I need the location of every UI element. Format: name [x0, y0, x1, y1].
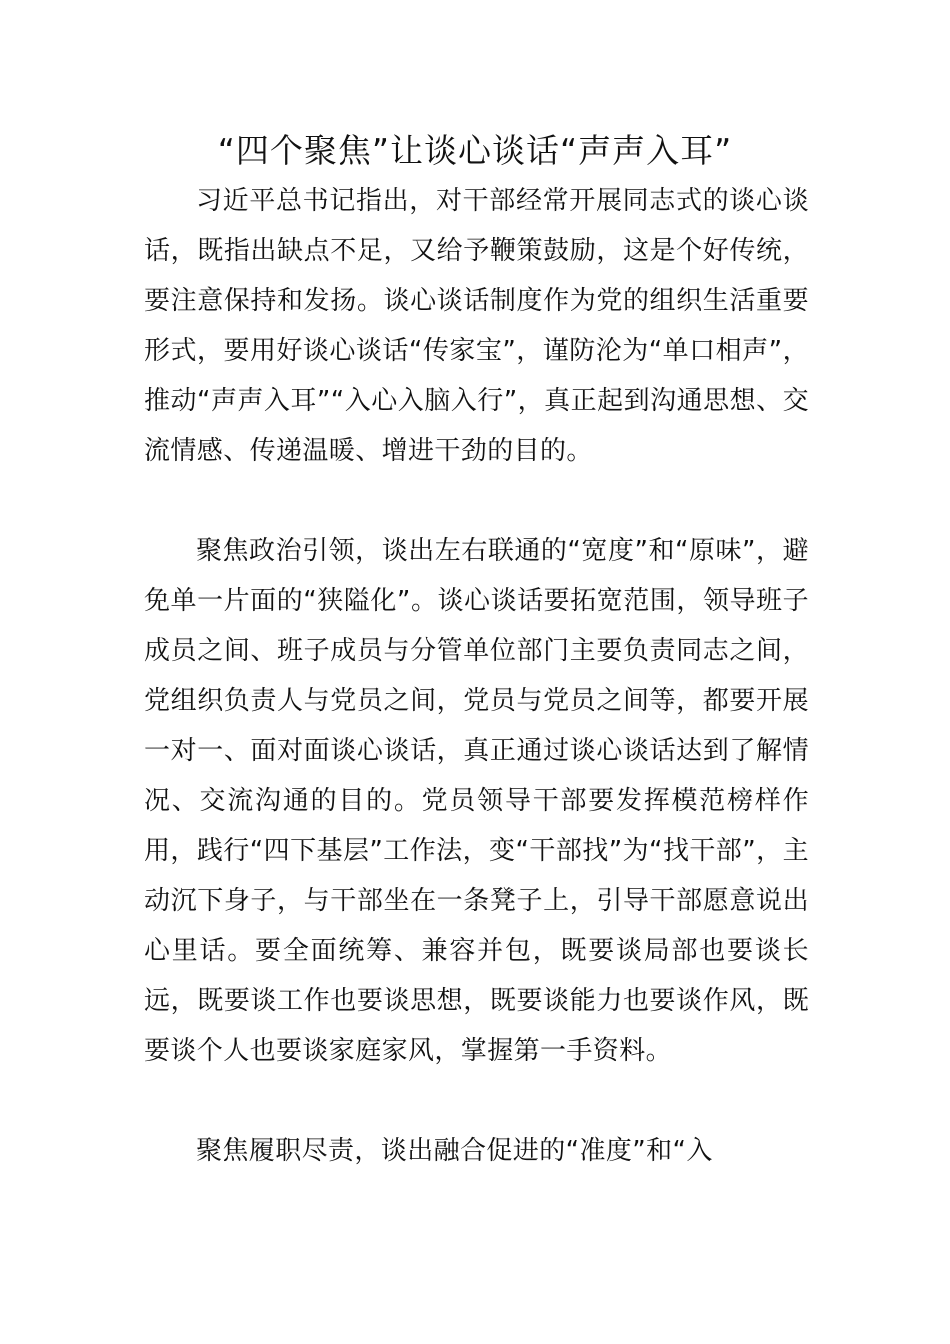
paragraph-spacer: [144, 476, 809, 526]
document-body: [144, 176, 809, 1176]
paragraph-spacer: [144, 1076, 809, 1126]
document-title: “四个聚焦”让谈心谈话“声声入耳”: [217, 131, 733, 170]
paragraph-duty-performance: 聚焦履职尽责，谈出融合促进的“准度”和“入: [196, 1136, 713, 1166]
paragraph-political-guidance: 聚焦政治引领，谈出左右联通的“宽度”和“原味”，避免单一片面的“狭隘化”。谈心谈话要拓宽范围，领导班子成员之间、班子成员与分管单位部门主要负责同志之间，党组织负责人与党员之间，党员与党员之间等，都要开展一对一、面对面谈心谈话，真正通过谈心谈话达到了解情况、交流沟通的目的。党员领导干部要发挥模范榜样作用，践行“四下基层”工作法，变“干部找”为“找干部”，主动沉下身子，与干部坐在一条凳子上，引导干部愿意说出心里话。要全面统筹、兼容并包，既要谈局部也要谈长远，既要谈工作也要谈思想，既要谈能力也要谈作风，既要谈个人也要谈家庭家风，掌握第一手资料。: [144, 536, 809, 1066]
paragraph-intro: 习近平总书记指出，对干部经常开展同志式的谈心谈话，既指出缺点不足，又给予鞭策鼓励，这是个好传统，要注意保持和发扬。谈心谈话制度作为党的组织生活重要形式，要用好谈心谈话“传家宝”，谨防沦为“单口相声”，推动“声声入耳”“入心入脑入行”，真正起到沟通思想、交流情感、传递温暖、增进干劲的目的。: [144, 186, 809, 466]
